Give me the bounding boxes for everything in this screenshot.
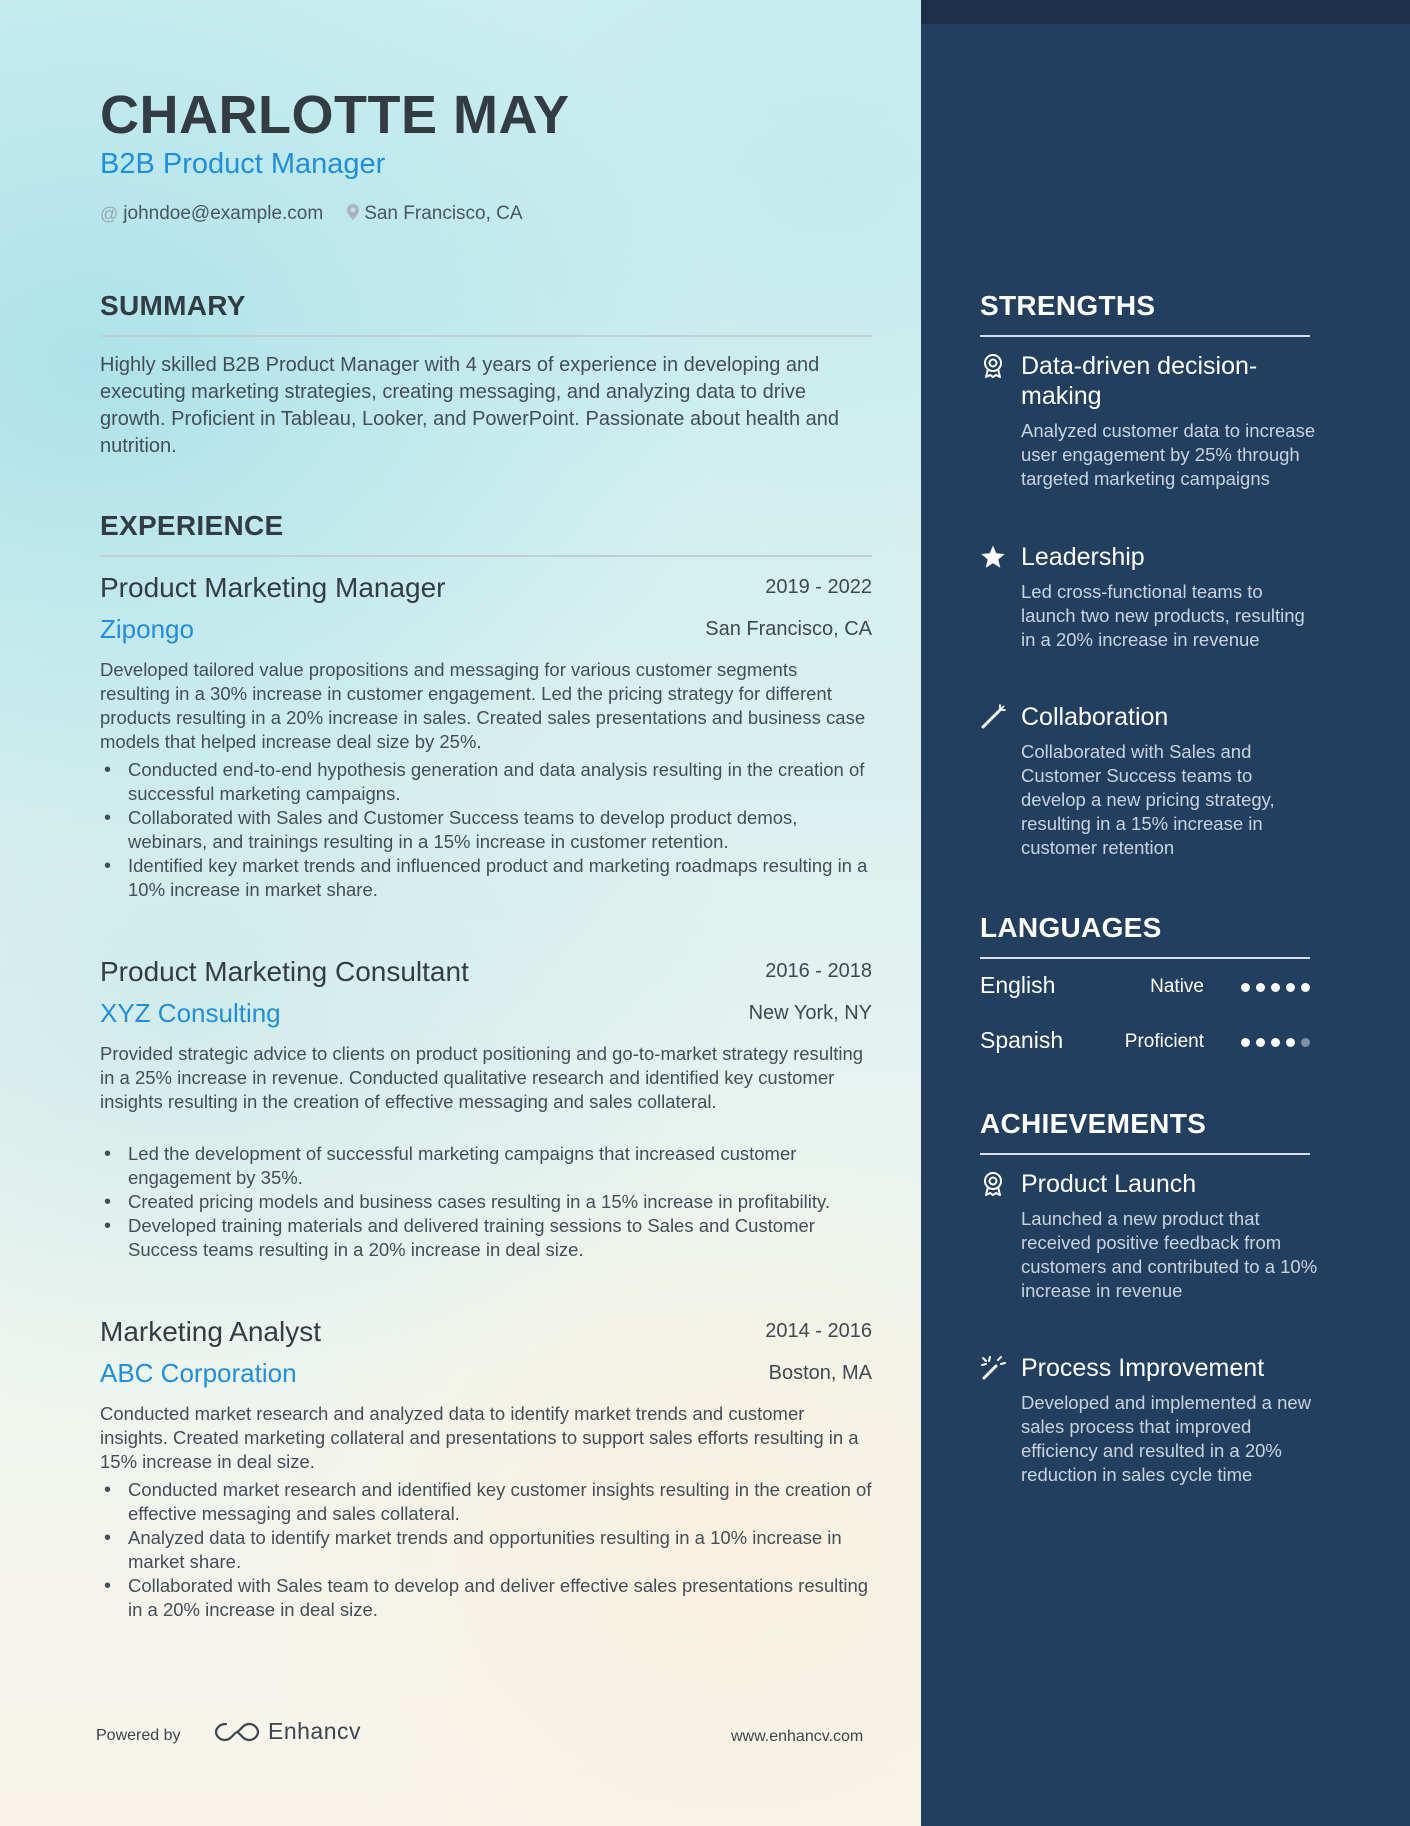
contact-location: San Francisco, CA xyxy=(364,203,523,224)
enhancv-brand-text: Enhancv xyxy=(268,1718,362,1744)
language-level: Native xyxy=(1150,976,1204,997)
job-description: Developed tailored value propositions and messaging for various customer segments resulting in a 30% increase in customer engagement. Led the pricing strategy for different products resulting in a 20% increase in sales. Created sales presentations and business case models that helped increase deal size by 25%. xyxy=(100,659,866,752)
achievement-title: Process Improvement xyxy=(1021,1354,1265,1382)
language-name: Spanish xyxy=(980,1027,1064,1053)
contact-email[interactable]: johndoe@example.com xyxy=(123,203,324,224)
star-icon xyxy=(980,544,1006,570)
strength-description: Collaborated with Sales and Customer Success teams to develop a new pricing strategy, resulting in a 15% increase in customer retention xyxy=(1021,741,1275,858)
job-company: Zipongo xyxy=(100,614,194,644)
award-icon xyxy=(980,1171,1006,1197)
job-location: New York, NY xyxy=(748,1002,872,1024)
job-bullet: • Developed training materials and delivered training sessions to Sales and Customer Success teams resulting in a 20% increase in deal size. xyxy=(100,1214,872,1262)
rating-dot-empty xyxy=(1301,1038,1310,1047)
language-name: English xyxy=(980,972,1056,998)
job-bullet: • Created pricing models and business cases resulting in a 15% increase in profitability. xyxy=(100,1190,872,1214)
rating-dot-filled xyxy=(1241,983,1250,992)
achievements-divider xyxy=(980,1153,1310,1155)
rating-dot-filled xyxy=(1286,1038,1295,1047)
rating-dot-filled xyxy=(1301,983,1310,992)
rating-dot-filled xyxy=(1271,1038,1280,1047)
wand-sparkle-icon xyxy=(980,1355,1006,1381)
job-bullet: • Conducted market research and identified key customer insights resulting in the creation of effective messaging and sales collateral. xyxy=(100,1478,872,1526)
summary-text: Highly skilled B2B Product Manager with 4 years of experience in developing and executing marketing strategies, creating messaging, and analyzing data to drive growth. Proficient in Tableau, Looker, and PowerPoint. Passionate about health and nutrition. xyxy=(100,354,840,457)
language-row xyxy=(980,972,1310,1002)
candidate-name: CHARLOTTE MAY xyxy=(100,85,570,145)
contact-line xyxy=(100,203,523,225)
strengths-divider xyxy=(980,335,1310,337)
job-bullet: • Identified key market trends and influenced product and marketing roadmaps resulting in a 10% increase in market share. xyxy=(100,854,872,902)
rating-dot-filled xyxy=(1241,1038,1250,1047)
job-bullets xyxy=(100,1142,872,1262)
language-rating xyxy=(1235,983,1310,992)
achievement-description: Launched a new product that received positive feedback from customers and contributed to a 10% increase in revenue xyxy=(1021,1208,1318,1301)
job-dates: 2016 - 2018 xyxy=(765,960,872,982)
job-location: Boston, MA xyxy=(768,1362,872,1384)
at-icon: @ xyxy=(100,203,119,224)
job-bullet: • Analyzed data to identify market trends and opportunities resulting in a 10% increase in market share. xyxy=(100,1526,872,1574)
powered-by-label: Powered by xyxy=(96,1727,181,1744)
job-dates: 2019 - 2022 xyxy=(765,576,872,598)
job-role: Marketing Analyst xyxy=(100,1316,321,1347)
achievements-heading: ACHIEVEMENTS xyxy=(980,1108,1207,1139)
strength-title: Collaboration xyxy=(1021,703,1169,731)
enhancv-logo-icon xyxy=(214,1720,260,1744)
strength-title: Data-driven decision-making xyxy=(1021,352,1258,410)
candidate-title: B2B Product Manager xyxy=(100,148,386,180)
sidebar xyxy=(921,0,1410,1826)
languages-divider xyxy=(980,957,1310,959)
job-role: Product Marketing Consultant xyxy=(100,956,469,987)
job-bullet: • Collaborated with Sales and Customer Success teams to develop product demos, webinars, and trainings resulting in a 15% increase in customer retention. xyxy=(100,806,872,854)
experience-heading: EXPERIENCE xyxy=(100,510,284,541)
sidebar-top-band xyxy=(921,0,1410,24)
strength-description: Analyzed customer data to increase user engagement by 25% through targeted marketing campaigns xyxy=(1021,420,1316,489)
achievement-description: Developed and implemented a new sales process that improved efficiency and resulted in a 20% reduction in sales cycle time xyxy=(1021,1392,1312,1485)
job-company: ABC Corporation xyxy=(100,1358,297,1388)
language-row xyxy=(980,1027,1310,1057)
job-description: Provided strategic advice to clients on product positioning and go-to-market strategy resulting in a 25% increase in revenue. Conducted qualitative research and identified key customer insights resulting in the creation of effective messaging and sales collateral. xyxy=(100,1043,864,1112)
job-bullets xyxy=(100,758,872,902)
strength-description: Led cross-functional teams to launch two new products, resulting in a 20% increase in revenue xyxy=(1021,581,1305,650)
job-dates: 2014 - 2016 xyxy=(765,1320,872,1342)
enhancv-logo[interactable] xyxy=(214,1718,361,1745)
rating-dot-filled xyxy=(1256,983,1265,992)
footer-url[interactable]: www.enhancv.com xyxy=(731,1728,864,1745)
rating-dot-filled xyxy=(1271,983,1280,992)
language-rating xyxy=(1235,1038,1310,1047)
award-icon xyxy=(980,353,1006,379)
strength-title: Leadership xyxy=(1021,543,1145,571)
job-location: San Francisco, CA xyxy=(705,618,872,640)
job-company: XYZ Consulting xyxy=(100,998,281,1028)
magic-wand-icon xyxy=(980,704,1006,730)
experience-divider xyxy=(100,555,872,557)
languages-heading: LANGUAGES xyxy=(980,912,1162,943)
job-bullets xyxy=(100,1478,872,1622)
location-pin-icon xyxy=(347,204,359,225)
rating-dot-filled xyxy=(1256,1038,1265,1047)
job-bullet: • Led the development of successful marketing campaigns that increased customer engagement by 35%. xyxy=(100,1142,872,1190)
job-role: Product Marketing Manager xyxy=(100,572,446,603)
achievement-title: Product Launch xyxy=(1021,1170,1197,1198)
job-bullet: • Collaborated with Sales team to develop and deliver effective sales presentations resulting in a 20% increase in deal size. xyxy=(100,1574,872,1622)
summary-heading: SUMMARY xyxy=(100,290,246,321)
summary-divider xyxy=(100,335,872,337)
strengths-heading: STRENGTHS xyxy=(980,290,1156,321)
job-bullet: • Conducted end-to-end hypothesis generation and data analysis resulting in the creation of successful marketing campaigns. xyxy=(100,758,872,806)
rating-dot-filled xyxy=(1286,983,1295,992)
job-description: Conducted market research and analyzed data to identify market trends and customer insights. Created marketing collateral and presentations to support sales efforts resulting in a 15% increase in deal size. xyxy=(100,1403,859,1472)
language-level: Proficient xyxy=(1124,1031,1204,1052)
